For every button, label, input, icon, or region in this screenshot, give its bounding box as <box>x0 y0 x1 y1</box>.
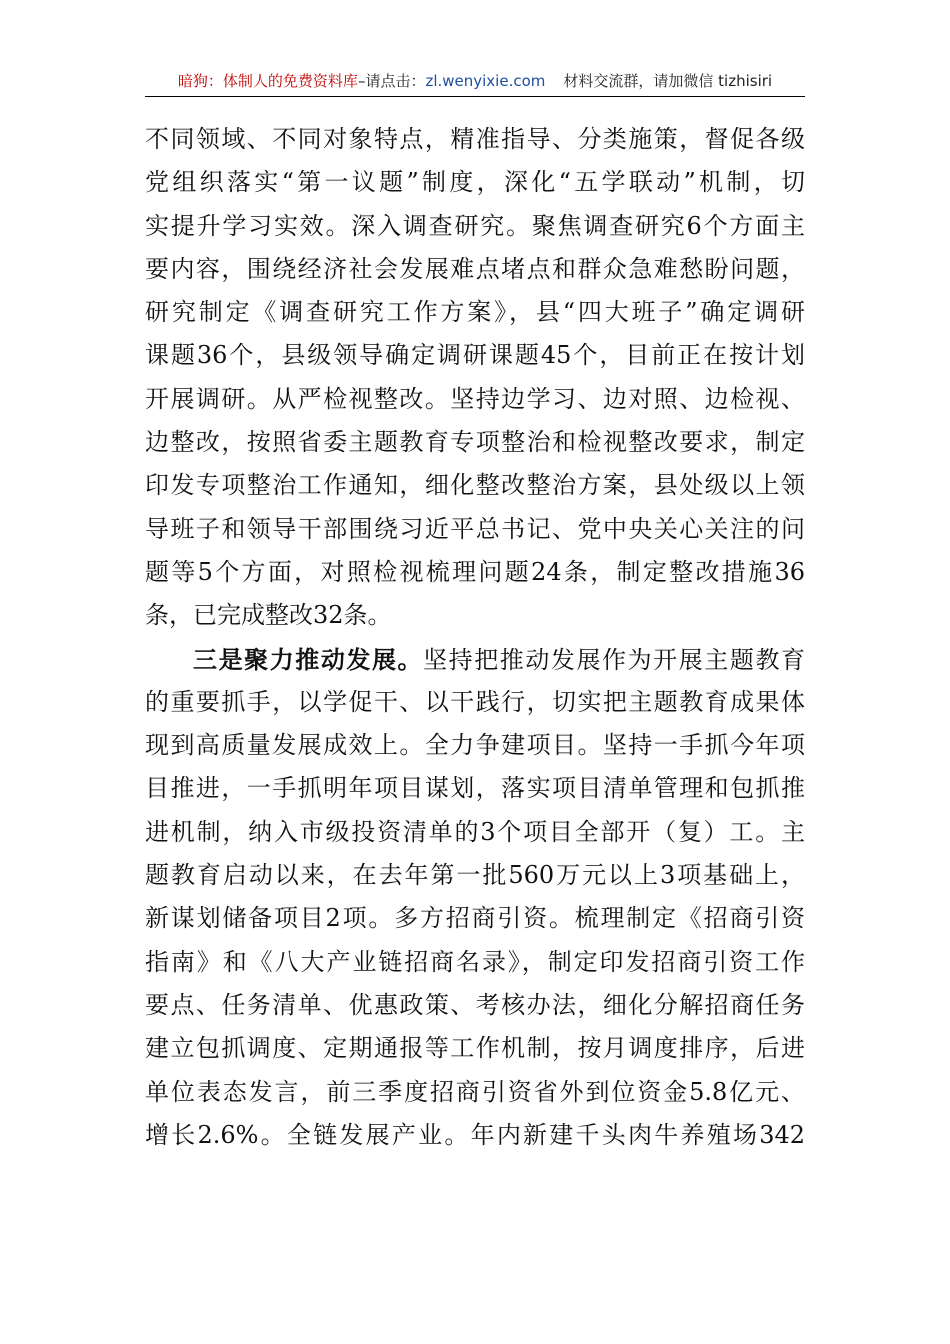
text-line: 增长2.6%。全链发展产业。年内新建千头肉牛养殖场342 <box>145 1120 805 1149</box>
text-line: 研究制定《调查研究工作方案》，县“四大班子”确定调研 <box>145 298 805 327</box>
text-line: 条，已完成整改32条。 <box>145 601 392 630</box>
paragraph-start-line <box>145 638 805 681</box>
header-site-name: 暗狗：体制人的免费资料库 <box>177 72 358 90</box>
text-line: 单位表态发言，前三季度招商引资省外到位资金5.8亿元、 <box>145 1077 805 1106</box>
page-header <box>145 66 805 97</box>
text-line: 题等5个方面，对照检视梳理问题24条，制定整改措施36 <box>145 557 805 586</box>
paragraph-heading: 三是聚力推动发展。 <box>193 644 424 674</box>
text-line: 印发专项整治工作通知，细化整改整治方案，县处级以上领 <box>145 471 805 500</box>
text-line: 边整改，按照省委主题教育专项整治和检视整改要求，制定 <box>145 428 805 457</box>
text-line: 建立包抓调度、定期通报等工作机制，按月调度排序，后进 <box>145 1034 805 1063</box>
text-line: 的重要抓手，以学促干、以干践行，切实把主题教育成果体 <box>145 687 805 716</box>
header-click-prefix: –请点击： <box>357 72 426 90</box>
text-line: 现到高质量发展成效上。全力争建项目。坚持一手抓今年项 <box>145 731 805 760</box>
text-line: 课题36个，县级领导确定调研课题45个，目前正在按计划 <box>145 341 805 370</box>
text-line: 要点、任务清单、优惠政策、考核办法，细化分解招商任务 <box>145 990 805 1019</box>
text-line: 实提升学习实效。深入调查研究。聚焦调查研究6个方面主 <box>145 211 805 240</box>
header-group-note: 材料交流群，请加微信 tizhisiri <box>563 72 773 90</box>
text-line: 开展调研。从严检视整改。坚持边学习、边对照、边检视、 <box>145 384 805 413</box>
text-line: 不同领域、不同对象特点，精准指导、分类施策，督促各级 <box>145 125 805 153</box>
text-line: 导班子和领导干部围绕习近平总书记、党中央关心关注的问 <box>145 514 805 543</box>
text-line: 题教育启动以来，在去年第一批560万元以上3项基础上， <box>145 861 805 890</box>
paragraph-heading-rest: 坚持把推动发展作为开展主题教育 <box>423 645 806 674</box>
text-line: 进机制，纳入市级投资清单的3个项目全部开（复）工。主 <box>145 817 805 846</box>
text-line: 党组织落实“第一议题”制度，深化“五学联动”机制，切 <box>145 168 805 197</box>
text-line: 目推进，一手抓明年项目谋划，落实项目清单管理和包抓推 <box>145 774 805 803</box>
document-body <box>145 118 805 1157</box>
text-line: 要内容，围绕经济社会发展难点堵点和群众急难愁盼问题， <box>145 254 805 283</box>
text-line: 指南》和《八大产业链招商名录》，制定印发招商引资工作 <box>145 947 805 976</box>
header-url-link[interactable]: zl.wenyixie.com <box>425 72 546 90</box>
text-line: 新谋划储备项目2项。多方招商引资。梳理制定《招商引资 <box>145 904 805 933</box>
